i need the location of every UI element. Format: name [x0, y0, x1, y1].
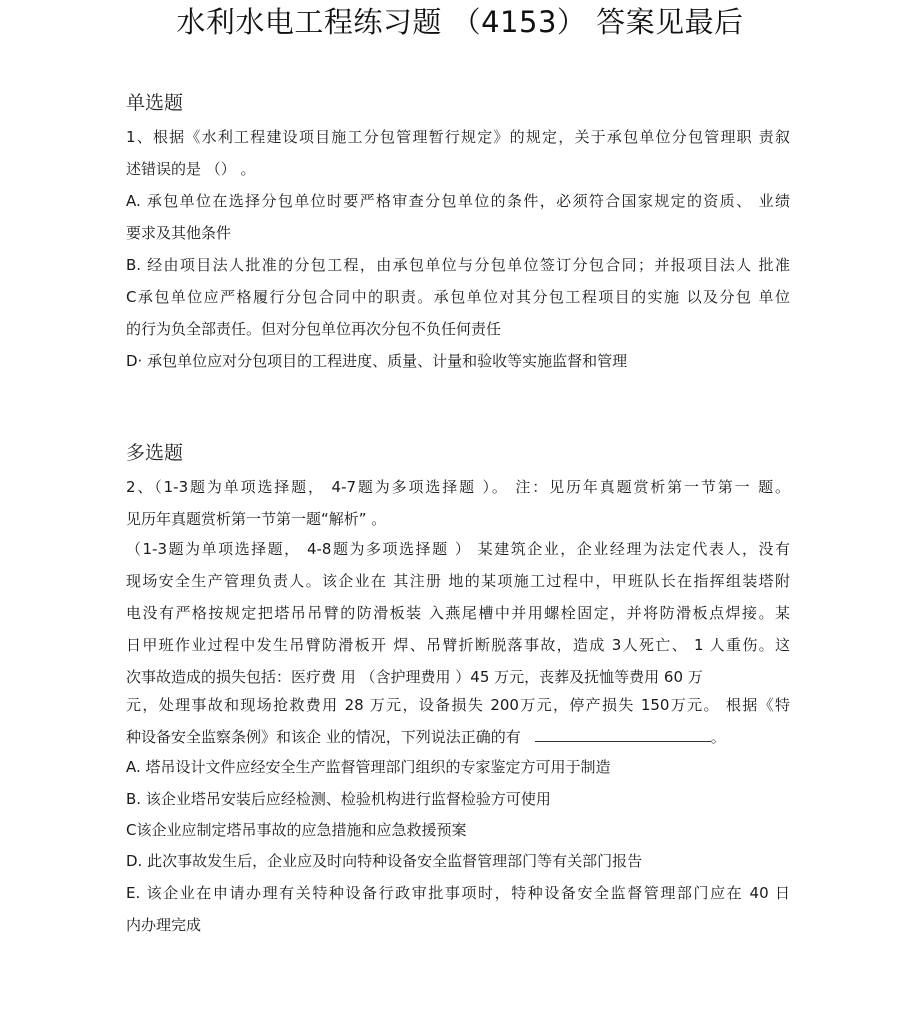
question-2-option-a: A. 塔吊设计文件应经安全生产监督管理部门组织的专家鉴定方可用于制造: [126, 758, 611, 776]
document-title: 水利水电工程练习题 （4153） 答案见最后: [176, 5, 744, 39]
question-1-text-line: 述错误的是 （） 。: [126, 160, 256, 178]
question-2-text-line: 次事故造成的损失包括：医疗费 用 （含护理费用 ）45 万元，丧葬及抚恤等费用 60 万: [126, 668, 703, 686]
question-2-text-line: 日甲班作业过程中发生吊臂防滑板开 焊、吊臂折断脱落事故，造成 3人死亡、 1 人重伤。这: [126, 636, 790, 654]
question-1-option-c: C承包单位应严格履行分包合同中的职责。承包单位对其分包工程项目的实施 以及分包 单位: [126, 288, 790, 306]
question-2-text-line: 电没有严格按规定把塔吊吊臂的防滑板装 入燕尾槽中并用螺栓固定，并将防滑板点焊接。某: [126, 604, 790, 622]
section-heading-multiple-choice: 多选题: [126, 442, 184, 464]
question-2-option-c: C该企业应制定塔吊事故的应急措施和应急救援预案: [126, 821, 467, 839]
question-1-text-line: 1、根据《水利工程建设项目施工分包管理暂行规定》的规定，关于承包单位分包管理职 责叙: [126, 128, 790, 146]
blank-suffix: 。: [710, 728, 726, 746]
question-2-text-line: 元，处理事故和现场抢救费用 28 万元，设备损失 200万元，停产损失 150万元。 根据《特: [126, 696, 790, 714]
question-2-option-d: D. 此次事故发生后，企业应及时向特种设备安全监督管理部门等有关部门报告: [126, 852, 643, 870]
question-2-option-e: E. 该企业在申请办理有关特种设备行政审批事项时，特种设备安全监督管理部门应在 40 日: [126, 884, 790, 902]
question-2-text-line: 现场安全生产管理负责人。该企业在 其注册 地的某项施工过程中，甲班队长在指挥组装塔附: [126, 572, 790, 590]
question-1-option-c-cont: 的行为负全部责任。但对分包单位再次分包不负任何责任: [126, 320, 502, 338]
question-2-text-line: （1-3题为单项选择题， 4-8题为多项选择题 ） 某建筑企业，企业经理为法定代表人，没有: [126, 540, 790, 558]
section-heading-single-choice: 单选题: [126, 92, 184, 114]
answer-blank: [535, 727, 711, 742]
question-1-option-a-cont: 要求及其他条件: [126, 224, 232, 242]
question-2-stem-end: 种设备安全监察条例》和该企 业的情况，下列说法正确的有: [126, 728, 521, 746]
question-2-text-line: 2、（1-3题为单项选择题， 4-7题为多项选择题 ）。 注：见历年真题赏析第一节第一 题。: [126, 478, 790, 496]
question-2-text-line: 见历年真题赏析第一节第一题“解析” 。: [126, 510, 387, 528]
question-1-option-d: D· 承包单位应对分包项目的工程进度、质量、计量和验收等实施监督和管理: [126, 352, 628, 370]
question-2-option-b: B. 该企业塔吊安装后应经检测、检验机构进行监督检验方可使用: [126, 790, 551, 808]
question-1-option-a: A. 承包单位在选择分包单位时要严格审查分包单位的条件，必须符合国家规定的资质、 业绩: [126, 192, 790, 210]
question-2-text-line-with-blank: [126, 726, 790, 748]
question-2-option-e-cont: 内办理完成: [126, 916, 202, 934]
question-1-option-b: B. 经由项目法人批准的分包工程，由承包单位与分包单位签订分包合同；并报项目法人 批准: [126, 256, 790, 274]
